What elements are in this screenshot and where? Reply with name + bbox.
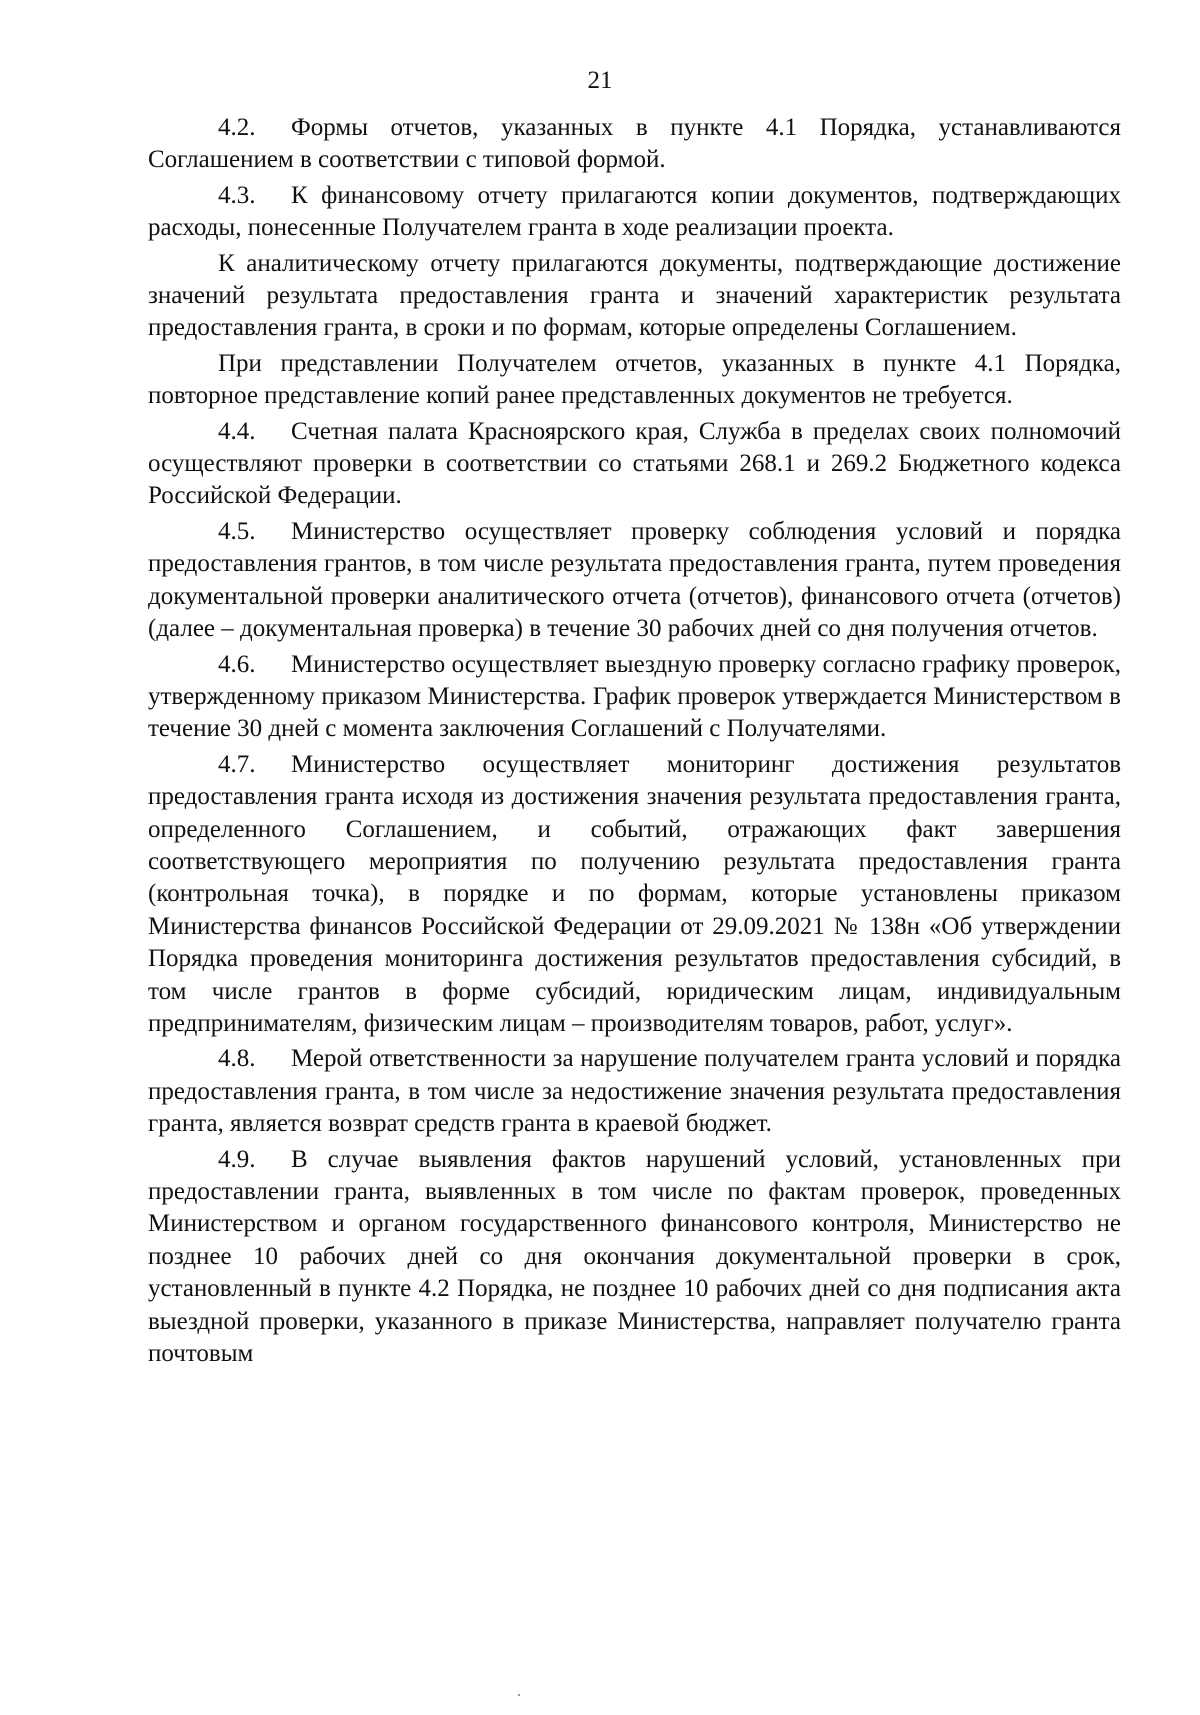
paragraph-text: К аналитическому отчету прилагаются документы, подтверждающие достижение значений результата предоставления гранта и значений характеристик результата предоставления гранта, в сроки и по формам, которые определены Соглашением.: [148, 249, 1121, 342]
page-number: 21: [587, 67, 613, 94]
paragraph-text: К финансовому отчету прилагаются копии документов, подтверждающих расходы, понесенные Получателем гранта в ходе реализации проекта.: [148, 181, 1121, 242]
paragraph-text: В случае выявления фактов нарушений условий, установленных при предоставлении гранта, выявленных в том числе по фактам проверок, проведенных Министерством и органом государственного финансового контроля, Министерство не позднее 10 рабочих дней со дня окончания документальной проверки в срок, установленный в пункте 4.2 Порядка, не позднее 10 рабочих дней со дня подписания акта выездной проверки, указанного в приказе Министерства, направляет получателю гранта почтовым: [148, 1145, 1121, 1368]
paragraph-4-3: [148, 180, 1121, 245]
paragraph-4-9: [148, 1144, 1121, 1371]
paragraph-text: Счетная палата Красноярского края, Служба в пределах своих полномочий осуществляют проверки в соответствии со статьями 268.1 и 269.2 Бюджетного кодекса Российской Федерации.: [148, 417, 1121, 510]
paragraph-4-8: [148, 1043, 1121, 1140]
paragraph-4-5: [148, 516, 1121, 646]
paragraph-number: 4.6.: [218, 650, 256, 678]
paragraph-number: 4.2.: [218, 114, 256, 141]
paragraph-number: 4.5.: [218, 517, 256, 545]
document-body: [148, 112, 1121, 1373]
paragraph-4-4: [148, 416, 1121, 513]
paragraph-number: 4.3.: [218, 181, 256, 209]
paragraph-analytic-report: [148, 248, 1121, 345]
paragraph-4-2: [148, 112, 1121, 177]
paragraph-text: Министерство осуществляет проверку соблюдения условий и порядка предоставления грантов, в том числе результата предоставления гранта, путем проведения документальной проверки аналитического отчета (отчетов), финансового отчета (отчетов) (далее – документальная проверка) в течение 30 рабочих дней со дня получения отчетов.: [148, 517, 1121, 643]
scan-speck: [518, 1694, 520, 1696]
paragraph-number: 4.9.: [218, 1145, 256, 1173]
paragraph-text: Министерство осуществляет мониторинг достижения результатов предоставления гранта исходя из достижения значения результата предоставления гранта, определенного Соглашением, и событий, отражающих факт завершения соответствующего мероприятия по получению результата предоставления гранта (контрольная точка), в порядке и по формам, которые установлены приказом Министерства финансов Российской Федерации от 29.09.2021 № 138н «Об утверждении Порядка проведения мониторинга достижения результатов предоставления субсидий, в том числе грантов в форме субсидий, юридическим лицам, индивидуальным предпринимателям, физическим лицам – производителям товаров, работ, услуг».: [148, 750, 1121, 1037]
paragraph-4-6: [148, 649, 1121, 746]
paragraph-text: Министерство осуществляет выездную проверку согласно графику проверок, утвержденному приказом Министерства. График проверок утверждается Министерством в течение 30 дней с момента заключения Соглашений с Получателями.: [148, 650, 1121, 743]
paragraph-4-7: [148, 749, 1121, 1041]
paragraph-text: Формы отчетов, указанных в пункте 4.1 Порядка, устанавливаются Соглашением в соответствии с типовой формой.: [148, 114, 1121, 174]
paragraph-text: При представлении Получателем отчетов, указанных в пункте 4.1 Порядка, повторное представление копий ранее представленных документов не требуется.: [148, 349, 1121, 410]
paragraph-text: Мерой ответственности за нарушение получателем гранта условий и порядка предоставления гранта, в том числе за недостижение значения результата предоставления гранта, является возврат средств гранта в краевой бюджет.: [148, 1045, 1121, 1138]
paragraph-report-submission: [148, 348, 1121, 413]
paragraph-number: 4.8.: [218, 1045, 256, 1073]
paragraph-number: 4.7.: [218, 750, 256, 778]
paragraph-number: 4.4.: [218, 417, 256, 445]
